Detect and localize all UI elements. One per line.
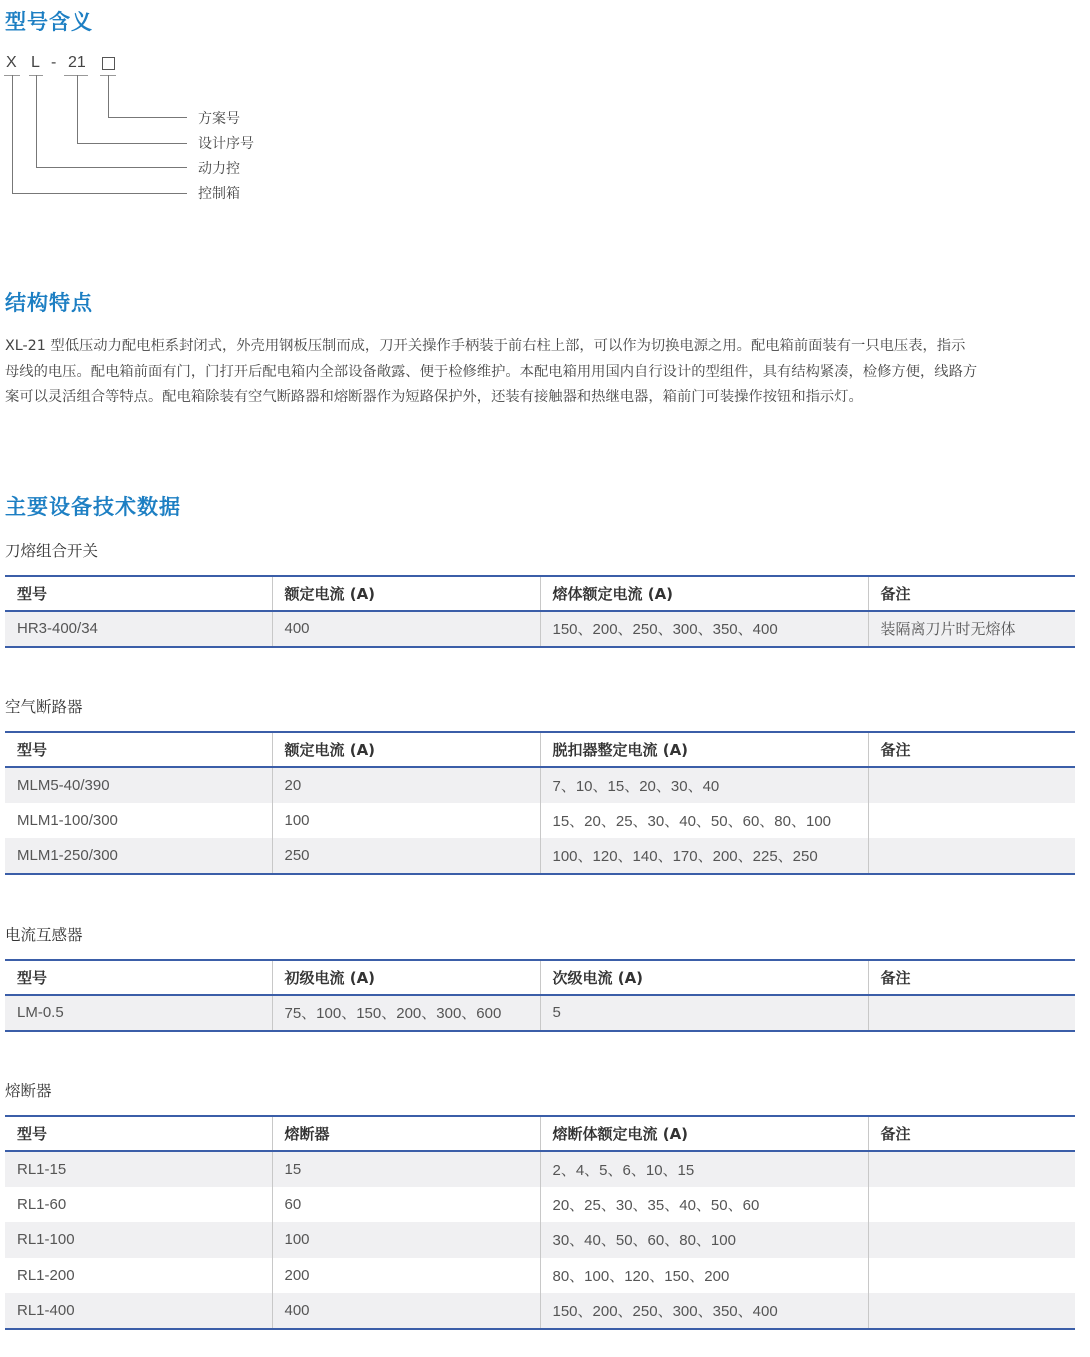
table-cell: 150、200、250、300、350、400 (540, 1293, 868, 1329)
label-power-control: 动力控 (198, 161, 240, 177)
table-cell (868, 1222, 1075, 1258)
structure-paragraph (5, 334, 1080, 411)
table-title-knife-fuse-switch: 刀熔组合开关 (5, 542, 99, 560)
paragraph-line: XL-21 型低压动力配电柜系封闭式，外壳用钢板压制而成，刀开关操作手柄装于前右柱上部，可以作为切换电源之用。配电箱前面装有一只电压表，指示 (5, 338, 966, 354)
table-cell: RL1-200 (5, 1258, 272, 1294)
table-cell: 15 (272, 1151, 540, 1187)
table-row (5, 803, 1075, 839)
table-cell: 75、100、150、200、300、600 (272, 995, 540, 1031)
table-header-row (5, 576, 1075, 611)
table-cell (868, 838, 1075, 874)
table-cell: MLM1-100/300 (5, 803, 272, 839)
table-cell: 200 (272, 1258, 540, 1294)
paragraph-line: 母线的电压。配电箱前面有门，门打开后配电箱内全部设备敞露、便于检修维护。本配电箱用用国内自行设计的型组件，具有结构紧凑，检修方便，线路方 (5, 363, 978, 380)
table-title-air-breaker: 空气断路器 (5, 698, 83, 716)
header-secondary-current: 次级电流 (A) (540, 960, 868, 995)
table-cell (868, 1151, 1075, 1187)
header-remarks: 备注 (868, 732, 1075, 767)
table-cell: 100 (272, 803, 540, 839)
table-title-fuse: 熔断器 (5, 1082, 52, 1100)
table-cell: 250 (272, 838, 540, 874)
table-cell: 5 (540, 995, 868, 1031)
header-fuse-link-rated-current: 熔断体额定电流 (A) (540, 1116, 868, 1151)
header-remarks: 备注 (868, 576, 1075, 611)
table-header-row (5, 732, 1075, 767)
table-cell (868, 767, 1075, 803)
header-remarks: 备注 (868, 1116, 1075, 1151)
fuse-table (5, 1115, 1075, 1330)
header-model: 型号 (5, 960, 272, 995)
header-fuse-rated-current: 熔体额定电流 (A) (540, 576, 868, 611)
table-row (5, 1222, 1075, 1258)
current-transformer-table (5, 959, 1075, 1032)
table-title-current-transformer: 电流互感器 (5, 926, 83, 944)
table-cell: 100 (272, 1222, 540, 1258)
table-row (5, 995, 1075, 1031)
table-cell: MLM5-40/390 (5, 767, 272, 803)
table-cell: MLM1-250/300 (5, 838, 272, 874)
knife-fuse-switch-table (5, 575, 1075, 648)
model-code-diagram (0, 50, 300, 210)
header-model: 型号 (5, 732, 272, 767)
header-trip-setting-current: 脱扣器整定电流 (A) (540, 732, 868, 767)
code-char-l: L (31, 54, 40, 71)
section-title-structure: 结构特点 (5, 291, 93, 315)
table-row (5, 1187, 1075, 1223)
table-cell: LM-0.5 (5, 995, 272, 1031)
table-row (5, 1258, 1075, 1294)
section-title-tech-data: 主要设备技术数据 (5, 495, 181, 519)
paragraph-line: 案可以灵活组合等特点。配电箱除装有空气断路器和熔断器作为短路保护外，还装有接触器和热继电器，箱前门可装操作按钮和指示灯。 (5, 389, 863, 405)
table-cell: 60 (272, 1187, 540, 1223)
table-cell: 80、100、120、150、200 (540, 1258, 868, 1294)
table-cell: 100、120、140、170、200、225、250 (540, 838, 868, 874)
table-row (5, 767, 1075, 803)
table-cell: 150、200、250、300、350、400 (540, 611, 868, 647)
header-rated-current: 额定电流 (A) (272, 732, 540, 767)
label-design-serial: 设计序号 (198, 136, 254, 152)
table-cell: 400 (272, 611, 540, 647)
code-char-dash: - (51, 54, 57, 71)
table-cell (868, 1258, 1075, 1294)
table-cell: 装隔离刀片时无熔体 (868, 611, 1075, 647)
table-cell: 20、25、30、35、40、50、60 (540, 1187, 868, 1223)
table-cell: 20 (272, 767, 540, 803)
table-cell: 15、20、25、30、40、50、60、80、100 (540, 803, 868, 839)
table-row (5, 1293, 1075, 1329)
table-cell: 2、4、5、6、10、15 (540, 1151, 868, 1187)
scheme-placeholder-box (102, 57, 115, 70)
table-header-row (5, 960, 1075, 995)
label-scheme-number: 方案号 (198, 111, 240, 127)
header-fuse: 熔断器 (272, 1116, 540, 1151)
table-cell: 7、10、15、20、30、40 (540, 767, 868, 803)
table-cell: 30、40、50、60、80、100 (540, 1222, 868, 1258)
table-row (5, 838, 1075, 874)
header-rated-current: 额定电流 (A) (272, 576, 540, 611)
table-cell (868, 1293, 1075, 1329)
code-char-x: X (6, 54, 17, 71)
table-cell (868, 995, 1075, 1031)
header-model: 型号 (5, 576, 272, 611)
table-cell: RL1-60 (5, 1187, 272, 1223)
table-cell: RL1-400 (5, 1293, 272, 1329)
table-cell: HR3-400/34 (5, 611, 272, 647)
section-title-model-meaning: 型号含义 (5, 10, 93, 34)
code-char-21: 21 (68, 54, 86, 71)
label-control-box: 控制箱 (198, 186, 240, 202)
table-cell: RL1-15 (5, 1151, 272, 1187)
table-header-row (5, 1116, 1075, 1151)
table-cell: RL1-100 (5, 1222, 272, 1258)
table-cell (868, 1187, 1075, 1223)
table-row (5, 1151, 1075, 1187)
table-cell (868, 803, 1075, 839)
header-model: 型号 (5, 1116, 272, 1151)
header-primary-current: 初级电流 (A) (272, 960, 540, 995)
air-breaker-table (5, 731, 1075, 875)
table-row (5, 611, 1075, 647)
header-remarks: 备注 (868, 960, 1075, 995)
table-cell: 400 (272, 1293, 540, 1329)
